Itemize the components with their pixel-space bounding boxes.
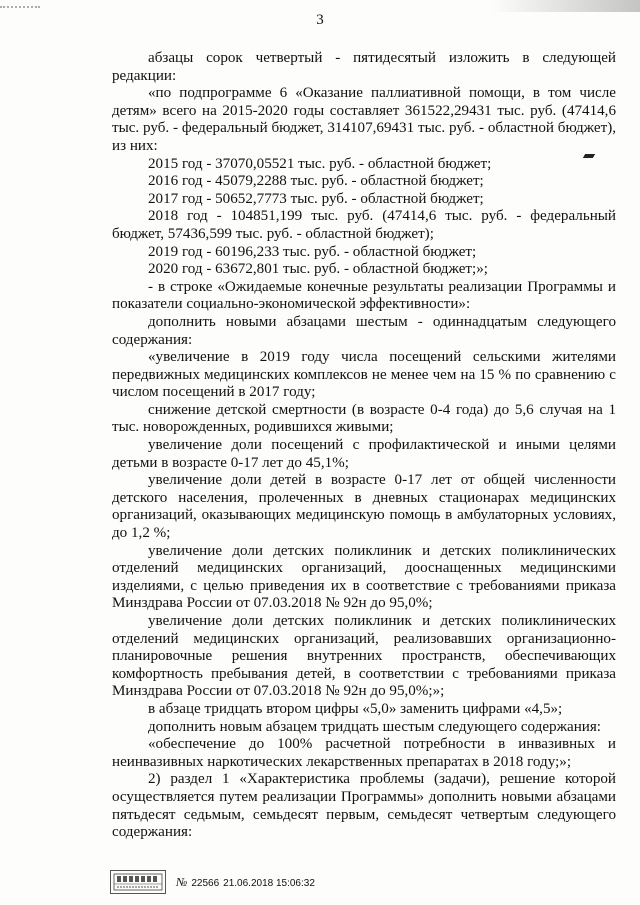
registry-stamp-icon — [110, 870, 166, 894]
document-registration — [176, 875, 315, 890]
paragraph-10: дополнить новыми абзацами шестым - одиннадцатым следующего содержания: — [112, 313, 616, 348]
paragraph-6: 2018 год - 104851,199 тыс. руб. (47414,6 тыс. руб. - федеральный бюджет, 57436,599 тыс. руб. - областной бюджет); — [112, 208, 616, 242]
paragraph-16: увеличение доли детских поликлиник и детских поликлинических отделений медицинских организаций, реализовавших организационно-планировочные решения внутренних пространств, обеспечивающих комфортность пребывания детей, в соответствии с требованиями приказа Минздрава России от 07.03.2018 № 92н до 95,0%;»; — [112, 613, 616, 700]
paragraph-4: 2016 год - 45079,2288 тыс. руб. - областной бюджет; — [148, 173, 484, 190]
paragraph-14: увеличение доли детей в возрасте 0-17 лет от общей численности детского населения, пролеченных в дневных стационарах медицинских организаций, оказывающих медицинскую помощь в амбулаторных условиях, до 1,2 %; — [112, 472, 616, 542]
paragraph-2: «по подпрограмме 6 «Оказание паллиативной помощи, в том числе детям» всего на 2015-2020 годы составляет 361522,29431 тыс. руб. (47414,6 тыс. руб. - федеральный бюджет, 314107,69431 тыс. руб. - областной бюджет), из них: — [112, 85, 616, 154]
paragraph-15: увеличение доли детских поликлиник и детских поликлинических отделений медицинских организаций, дооснащенных медицинскими изделиями, с целью приведения их в соответствие с требованиями приказа Минздрава России от 07.03.2018 № 92н до 95,0%; — [112, 542, 616, 612]
paragraph-11: «увеличение в 2019 году числа посещений сельскими жителями передвижных медицинских комплексов не менее чем на 15 % по сравнению с числом посещений в 2017 году; — [112, 349, 616, 401]
paragraph-1: абзацы сорок четвертый - пятидесятый изложить в следующей редакции: — [112, 50, 616, 84]
paragraph-7: 2019 год - 60196,233 тыс. руб. - областной бюджет; — [148, 243, 477, 260]
paragraph-18: дополнить новым абзацем тридцать шестым следующего содержания: — [148, 718, 601, 735]
document-footer — [110, 868, 315, 896]
paragraph-3: 2015 год - 37070,05521 тыс. руб. - областной бюджет; — [148, 155, 492, 172]
paragraph-19: «обеспечение до 100% расчетной потребности в инвазивных и неинвазивных наркотических лекарственных препаратах в 2018 году;»; — [112, 736, 616, 770]
document-body — [112, 50, 616, 842]
scan-artifact-top — [490, 0, 640, 12]
paragraph-5: 2017 год - 50652,7773 тыс. руб. - областной бюджет; — [148, 190, 484, 207]
page-number: 3 — [316, 12, 324, 28]
scan-artifact-corner — [0, 0, 40, 8]
paragraph-17: в абзаце тридцать втором цифры «5,0» заменить цифрами «4,5»; — [148, 700, 563, 717]
number-sign: № — [176, 874, 188, 889]
paragraph-9: - в строке «Ожидаемые конечные результаты реализации Программы и показатели социально-экономической эффективности»: — [112, 278, 616, 313]
document-number: 22566 — [191, 877, 220, 889]
paragraph-20: 2) раздел 1 «Характеристика проблемы (задачи), решение которой осуществляется путем реализации Программы» дополнить новыми абзацами пятьдесят седьмым, семьдесят первым, семьдесят четвертым следующего содержания: — [112, 771, 616, 841]
paragraph-13: увеличение доли посещений с профилактической и иными целями детьми в возрасте 0-17 лет до 45,1%; — [112, 437, 616, 471]
paragraph-12: снижение детской смертности (в возрасте 0-4 года) до 5,6 случая на 1 тыс. новорожденных, родившихся живыми; — [112, 401, 616, 436]
paragraph-8: 2020 год - 63672,801 тыс. руб. - областной бюджет;»; — [148, 261, 488, 278]
document-datetime: 21.06.2018 15:06:32 — [223, 877, 315, 889]
